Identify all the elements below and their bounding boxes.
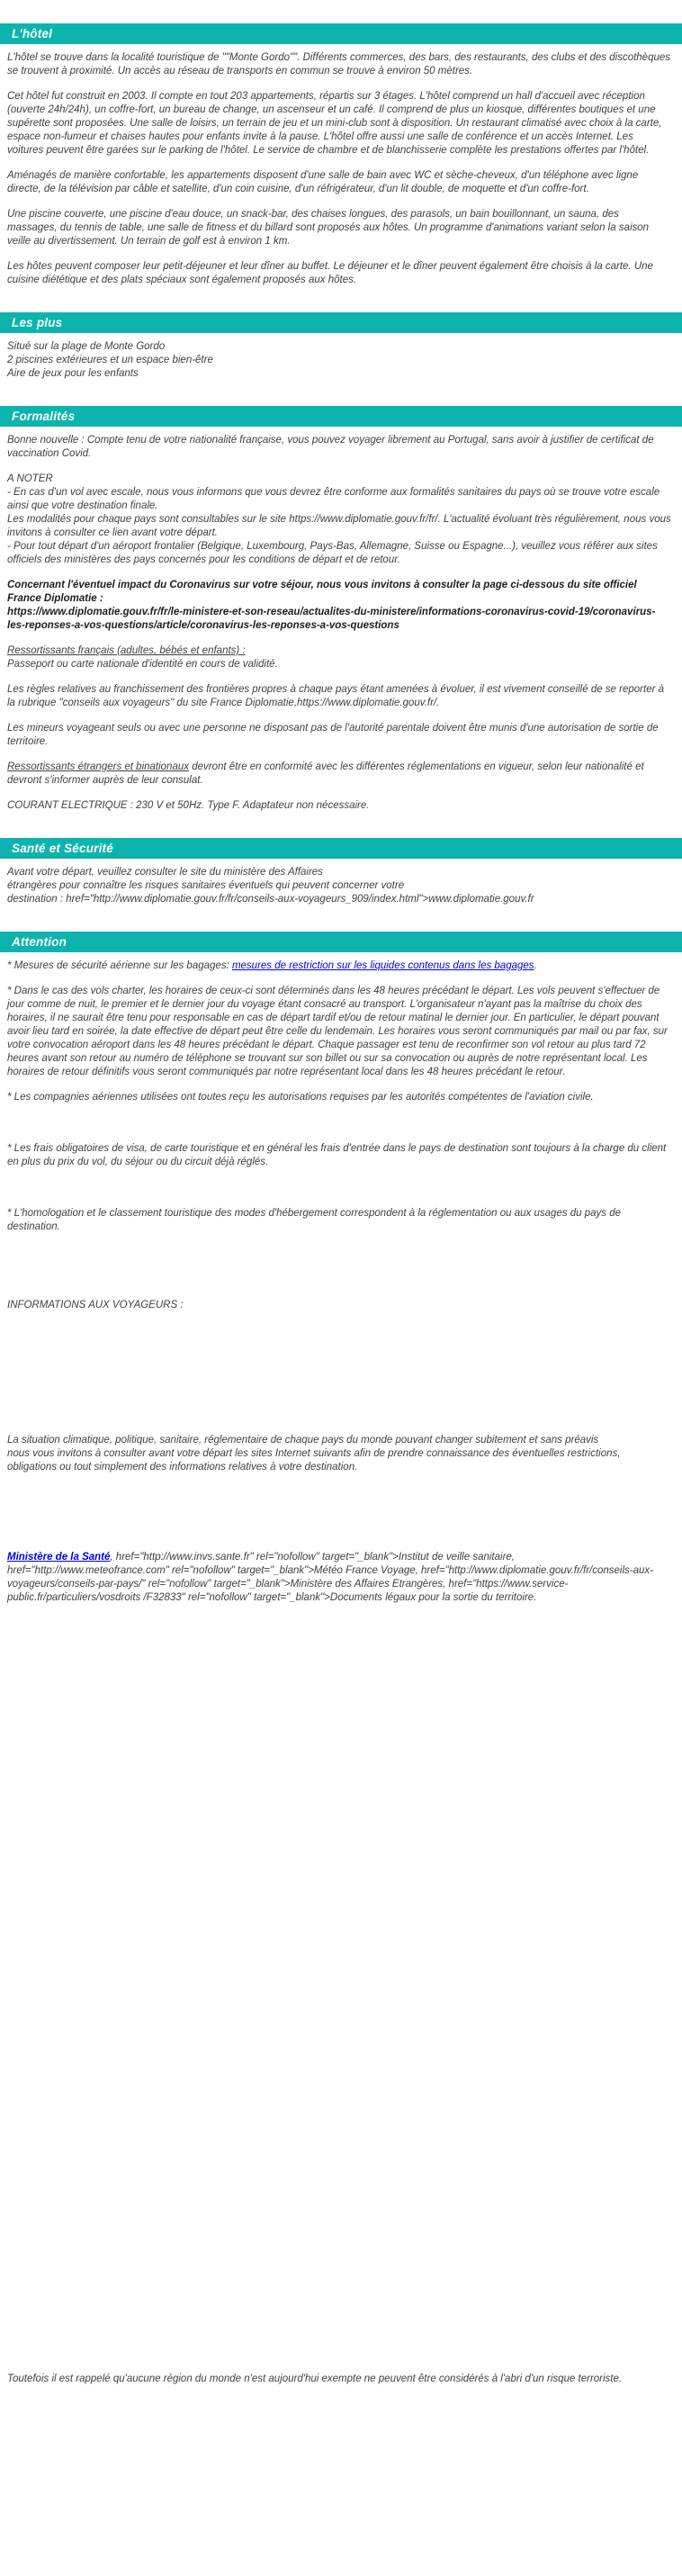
highlight-item: Aire de jeux pour les enfants (7, 368, 139, 379)
useful-links-text: , href="http://www.invs.sante.fr" rel="nofollow" target="_blank">Institut de veille sanitaire, href="http://www.meteofrance.com" rel="nofollow" target="_blank">Météo France Voyage, href="http://www.diplomatie.gouv.fr/fr/conseils-aux-voyageurs/conseils-par-pays/" rel="nofollow" target="_blank">Ministère des Affaires Etrangères, href="https://www.service-public.fr/particuliers/vosdroits /F32833" rel="nofollow" target="_blank">Documents légaux pour la sortie du territoire. (7, 1552, 653, 1603)
foreign-nationals-heading: Ressortissants étrangers et binationaux (7, 761, 189, 772)
health-advice-line: Avant votre départ, veuillez consulter le site du ministère des Affaires (7, 867, 323, 878)
attention-section-body (0, 952, 682, 2398)
section-title-hotel: L'hôtel (12, 27, 53, 41)
a-noter-item: - En cas d'un vol avec escale, nous vous informons que vous devrez être conforme aux formalités sanitaires du pays où se trouve votre escale ainsi que votre destination finale. (7, 487, 660, 511)
hotel-facilities-paragraph: Cet hôtel fut construit en 2003. Il compte en tout 203 appartements, répartis sur 3 étages. L'hôtel comprend un hall d'accueil avec réception (ouverte 24h/24h), un coffre-fort, un bureau de change, un ascenseur et un café. Il comprend de plus un kiosque, différentes boutiques et une supérette sont proposées. Une salle de loisirs, un terrain de jeu et un mini-club sont à disposition. Un restaurant climatisé avec choix à la carte, espace non-fumeur et chaises hautes pour enfants invite à la pause. L'hôtel offre aussi une salle de conférence et un accès Internet. Les voitures peuvent être garées sur le parking de l'hôtel. Le service de chambre et de blanchisserie complète les prestations offertes par l'hôtel. (7, 91, 662, 156)
hotel-location-paragraph: L'hôtel se trouve dans la localité touristique de ""Monte Gordo"". Différents commerces, des bars, des restaurants, des clubs et des discothèques se trouvent à proximité. Un accès au réseau de transports en commun se trouve à environ 50 mètres. (7, 52, 671, 77)
section-header-hotel (0, 23, 682, 44)
situation-paragraph: nous vous invitons à consulter avant votre départ les sites Internet suivants afin de prendre connaissance des éventuelles restrictions, obligations ou tout simplement des informations relatives à votre destination. (7, 1448, 621, 1473)
highlight-item: 2 piscines extérieures et un espace bien-être (7, 355, 213, 365)
a-noter-block (7, 473, 671, 567)
hotel-meals-paragraph: Les hôtes peuvent composer leur petit-déjeuner et leur dîner au buffet. Le déjeuner et le dîner peuvent également être choisis à la carte. Une cuisine diététique et des plats spéciaux sont également proposés aux hôtes. (7, 261, 653, 285)
section-header-sante (0, 838, 682, 859)
a-noter-heading: A NOTER (7, 473, 53, 484)
highlight-item: Situé sur la plage de Monte Gordo (7, 341, 166, 352)
baggage-security-text: * Mesures de sécurité aérienne sur les bagages: (7, 960, 232, 971)
bottom-spacer (7, 1605, 671, 2361)
foreign-nationals-paragraph (7, 761, 671, 788)
good-news-paragraph: Bonne nouvelle : Compte tenu de votre nationalité française, vous pouvez voyager librement au Portugal, sans avoir à justifier de certificat de vaccination Covid. (7, 435, 654, 459)
section-title-attention: Attention (12, 935, 67, 949)
visa-fees-paragraph: * Les frais obligatoires de visa, de carte touristique et en général les frais d'entrée dans le pays de destination sont toujours à la charge du client en plus du prix du vol, du séjour ou du circuit déjà réglés. (7, 1143, 667, 1167)
french-nationals-text: Passeport ou carte nationale d'identité en cours de validité. (7, 659, 278, 670)
baggage-security-period: . (534, 960, 537, 971)
hotel-leisure-paragraph: Une piscine couverte, une piscine d'eau douce, un snack-bar, des chaises longues, des parasols, un bain bouillonnant, un sauna, des massages, du tennis de table, une salle de fitness et du billard sont proposés aux hôtes. Un programme d'animations variant selon la saison veille au divertissement. Un terrain de golf est à environ 1 km. (7, 209, 650, 247)
health-ministry-link[interactable]: Ministère de la Santé (7, 1552, 111, 1563)
covid-impact-notice: Concernant l'éventuel impact du Coronavirus sur votre séjour, nous vous invitons à consulter la page ci-dessous du site officiel France Diplomatie : (7, 580, 637, 604)
hotel-apartments-paragraph: Aménagés de manière confortable, les appartements disposent d'une salle de bain avec WC et sèche-cheveux, d'un téléphone avec ligne directe, de la télévision par câble et satellite, d'un coin cuisine, d'un réfrigérateur, d'un lit double, de moquette et d'un coffre-fort. (7, 170, 639, 194)
minors-paragraph: Les mineurs voyageant seuls ou avec une personne ne disposant pas de l'autorité parentale doivent être munis d'une autorisation de sortie de territoire. (7, 723, 659, 747)
section-title-sante: Santé et Sécurité (12, 842, 113, 855)
french-nationals-block (7, 644, 671, 671)
hotel-section-body (0, 44, 682, 299)
health-advice-line: destination : href="http://www.diplomatie.gouv.fr/fr/conseils-aux-voyageurs_909/index.html">www.diplomatie.gouv.fr (7, 894, 534, 905)
charter-flights-paragraph: * Dans le cas des vols charter, les horaires de ceux-ci sont déterminés dans les 48 heures précédant le départ. Les vols peuvent s'effectuer de jour comme de nuit, le premier et le dernier jour du voyage étant consacré au transport. L'organisateur n'ayant pas la maîtrise du choix des horaires, il ne saurait être tenu pour responsable en cas de départ tardif et/ou de retour matinal le dernier jour. En particulier, le départ pouvant avoir lieu tard en soirée, la date effective de départ peut être celle du lendemain. Les horaires vous seront communiqués par mail ou par fax, sur votre convocation aéroport dans les 48 heures précédant le départ. Chaque passager est tenu de reconfirmer son vol retour au plus tard 72 heures avant son retour au numéro de téléphone se trouvant sur son billet ou sur sa convocation ou auprès de notre représentant local. Les horaires de retour définitifs vous seront communiqués par notre représentant local dans les 48 heures précédant le retour. (7, 986, 668, 1077)
a-noter-item: Les modalités pour chaque pays sont consultables sur le site https://www.diplomatie.gouv.fr/fr/. L'actualité évoluant très régulièrement, nous vous invitons à consulter ce lien avant votre départ. (7, 514, 671, 538)
section-title-les-plus: Les plus (12, 316, 63, 329)
section-header-les-plus (0, 312, 682, 333)
baggage-security-paragraph (7, 959, 671, 973)
airlines-authorizations-paragraph: * Les compagnies aériennes utilisées ont toutes reçu les autorisations requises par les autorités compétentes de l'aviation civile. (7, 1092, 594, 1103)
terrorism-notice-paragraph: Toutefois il est rappelé qu'aucune région du monde n'est aujourd'hui exempte ne peuvent être considérés à l'abri d'un risque terroriste. (7, 2373, 623, 2384)
useful-links-paragraph (7, 1551, 671, 1605)
sante-section-body (0, 859, 682, 918)
liquids-restriction-link[interactable]: mesures de restriction sur les liquides contenus dans les bagages (231, 960, 534, 971)
travellers-info-heading: INFORMATIONS AUX VOYAGEURS : (7, 1300, 184, 1311)
foreign-nationals-text: devront être en conformité avec les différentes réglementations en vigueur, selon leur nationalité et devront s'informer auprès de leur consulat. (7, 761, 644, 786)
homologation-paragraph: * L'homologation et le classement touristique des modes d'hébergement correspondent à la réglementation ou aux usages du pays de destination. (7, 1208, 622, 1232)
section-header-formalites (0, 406, 682, 427)
health-advice-line: étrangères pour connaître les risques sanitaires éventuels qui peuvent concerner votre (7, 880, 405, 891)
situation-paragraph: La situation climatique, politique, sanitaire, réglementaire de chaque pays du monde pouvant changer subitement et sans préavis (7, 1435, 599, 1446)
covid-info-url: https://www.diplomatie.gouv.fr/fr/le-ministere-et-son-reseau/actualites-du-ministere/informations-coronavirus-covid-19/coronavirus-les-reponses-a-vos-questions/article/coronavirus-les-reponses-a-vos-questions (7, 607, 656, 631)
les-plus-section-body (0, 333, 682, 392)
french-nationals-heading: Ressortissants français (adultes, bébés et enfants) : (7, 645, 246, 656)
section-header-attention (0, 932, 682, 952)
a-noter-item: - Pour tout départ d'un aéroport frontalier (Belgique, Luxembourg, Pays-Bas, Allemagne, Suisse ou Espagne...), veuillez vous référer aux sites officiels des ministères des pays concernés pour les conditions de départ et de retour. (7, 541, 658, 565)
electric-current-paragraph: COURANT ELECTRIQUE : 230 V et 50Hz. Type F. Adaptateur non nécessaire. (7, 800, 370, 811)
covid-impact-block (7, 579, 671, 633)
border-rules-paragraph: Les règles relatives au franchissement des frontières propres à chaque pays étant amenées à évoluer, il est vivement conseillé de se reporter à la rubrique "conseils aux voyageurs" du site France Diplomatie,https://www.diplomatie.gouv.fr/. (7, 684, 665, 708)
situation-block (7, 1434, 671, 1474)
section-title-formalites: Formalités (12, 410, 76, 423)
formalites-section-body (0, 427, 682, 824)
